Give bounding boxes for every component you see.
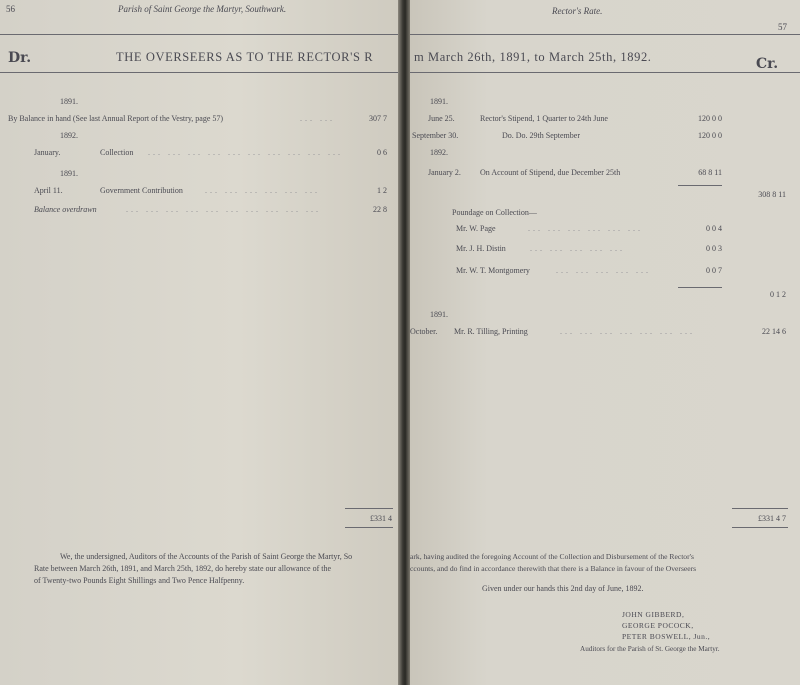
subtotal-rule [678,185,722,186]
entry-amount: 307 7 [369,114,387,123]
poundage-subtotal: 0 1 2 [770,290,786,299]
entry-amount: 22 8 [373,205,387,214]
entry-text: Collection [100,148,134,157]
given-line: Given under our hands this 2nd day of June, 1892. [482,584,644,593]
entry-date: June 25. [428,114,455,123]
poundage-heading: Poundage on Collection— [452,208,537,217]
right-page [410,0,800,685]
entry-text: By Balance in hand (See last Annual Report of the Vestry, page 57) [8,114,224,123]
entry-text: On Account of Stipend, due December 25th [480,168,621,177]
title-left: THE OVERSEERS AS TO THE RECTOR'S R [116,50,374,64]
signature: PETER BOSWELL, Jun., [622,632,711,641]
entry-year: 1891. [60,169,78,178]
auditor-text-line: ccounts, and do find in accordance therewith that there is a Balance in favour of the Overseers [410,564,697,573]
signature: GEORGE POCOCK, [622,621,694,630]
entry-amount: 120 0 0 [698,114,722,123]
total-rule [732,527,788,528]
entry-amount: 0 6 [377,148,387,157]
poundage-amount: 0 0 7 [706,266,722,275]
entry-text: Balance overdrawn [34,205,97,214]
entry-year: 1891. [430,97,448,106]
header-rule [410,34,800,35]
printing-amount: 22 14 6 [762,327,786,336]
poundage-name: Mr. W. T. Montgomery [456,266,530,275]
entry-date: January. [34,148,61,157]
entry-year: 1891. [430,310,448,319]
left-running-head: Parish of Saint George the Martyr, Southwark. [118,4,287,14]
left-page-number: 56 [6,4,15,14]
entry-text: Do. Do. 29th September [502,131,580,140]
auditor-text-line: of Twenty-two Pounds Eight Shillings and Two Pence Halfpenny. [34,576,245,585]
header-rule [0,34,398,35]
entry-date: September 30. [412,131,459,140]
total-rule [345,527,393,528]
stipend-subtotal: 308 8 11 [758,190,786,199]
right-running-head: Rector's Rate. [552,6,603,16]
leader-dots: ... ... [300,114,335,123]
entry-year: 1891. [60,97,78,106]
auditor-text-line: ark, having audited the foregoing Account of the Collection and Disbursement of the Rector's [410,552,694,561]
poundage-name: Mr. J. H. Distin [456,244,506,253]
entry-amount: 1 2 [377,186,387,195]
total-amount: £331 4 7 [758,514,786,523]
signature: JOHN GIBBERD, [622,610,685,619]
book-spine [398,0,410,685]
entry-text: Government Contribution [100,186,183,195]
entry-amount: 68 8 11 [698,168,722,177]
entry-date: January 2. [428,168,461,177]
entry-date: April 11. [34,186,63,195]
left-page [0,0,398,685]
total-rule [345,508,393,509]
poundage-amount: 0 0 4 [706,224,722,233]
leader-dots: ... ... ... ... ... ... ... ... ... ... [148,148,343,157]
entry-year: 1892. [60,131,78,140]
leader-dots: ... ... ... ... ... ... ... [560,327,695,336]
poundage-name: Mr. W. Page [456,224,496,233]
entry-text: Mr. R. Tilling, Printing [454,327,528,336]
leader-dots: ... ... ... ... ... [556,266,651,275]
title-rule [410,72,800,73]
entry-amount: 120 0 0 [698,131,722,140]
right-page-number: 57 [778,22,787,32]
leader-dots: ... ... ... ... ... [530,244,625,253]
title-right: m March 26th, 1891, to March 25th, 1892. [414,50,652,64]
leader-dots: ... ... ... ... ... ... [205,186,320,195]
entry-text: Rector's Stipend, 1 Quarter to 24th June [480,114,608,123]
credit-mark: Cr. [756,56,779,72]
title-rule [0,72,398,73]
auditor-text-line: We, the undersigned, Auditors of the Accounts of the Parish of Saint George the Martyr, So [60,552,353,561]
poundage-amount: 0 0 3 [706,244,722,253]
auditor-text-line: Rate between March 26th, 1891, and March 25th, 1892, do hereby state our allowance of the [34,564,332,573]
leader-dots: ... ... ... ... ... ... ... ... ... ... [126,205,321,214]
leader-dots: ... ... ... ... ... ... [528,224,643,233]
total-amount: £331 4 [370,514,392,523]
entry-date: October. [410,327,438,336]
subtotal-rule [678,287,722,288]
auditors-caption: Auditors for the Parish of St. George the Martyr. [580,645,720,653]
debit-mark: Dr. [8,50,32,66]
total-rule [732,508,788,509]
entry-year: 1892. [430,148,448,157]
